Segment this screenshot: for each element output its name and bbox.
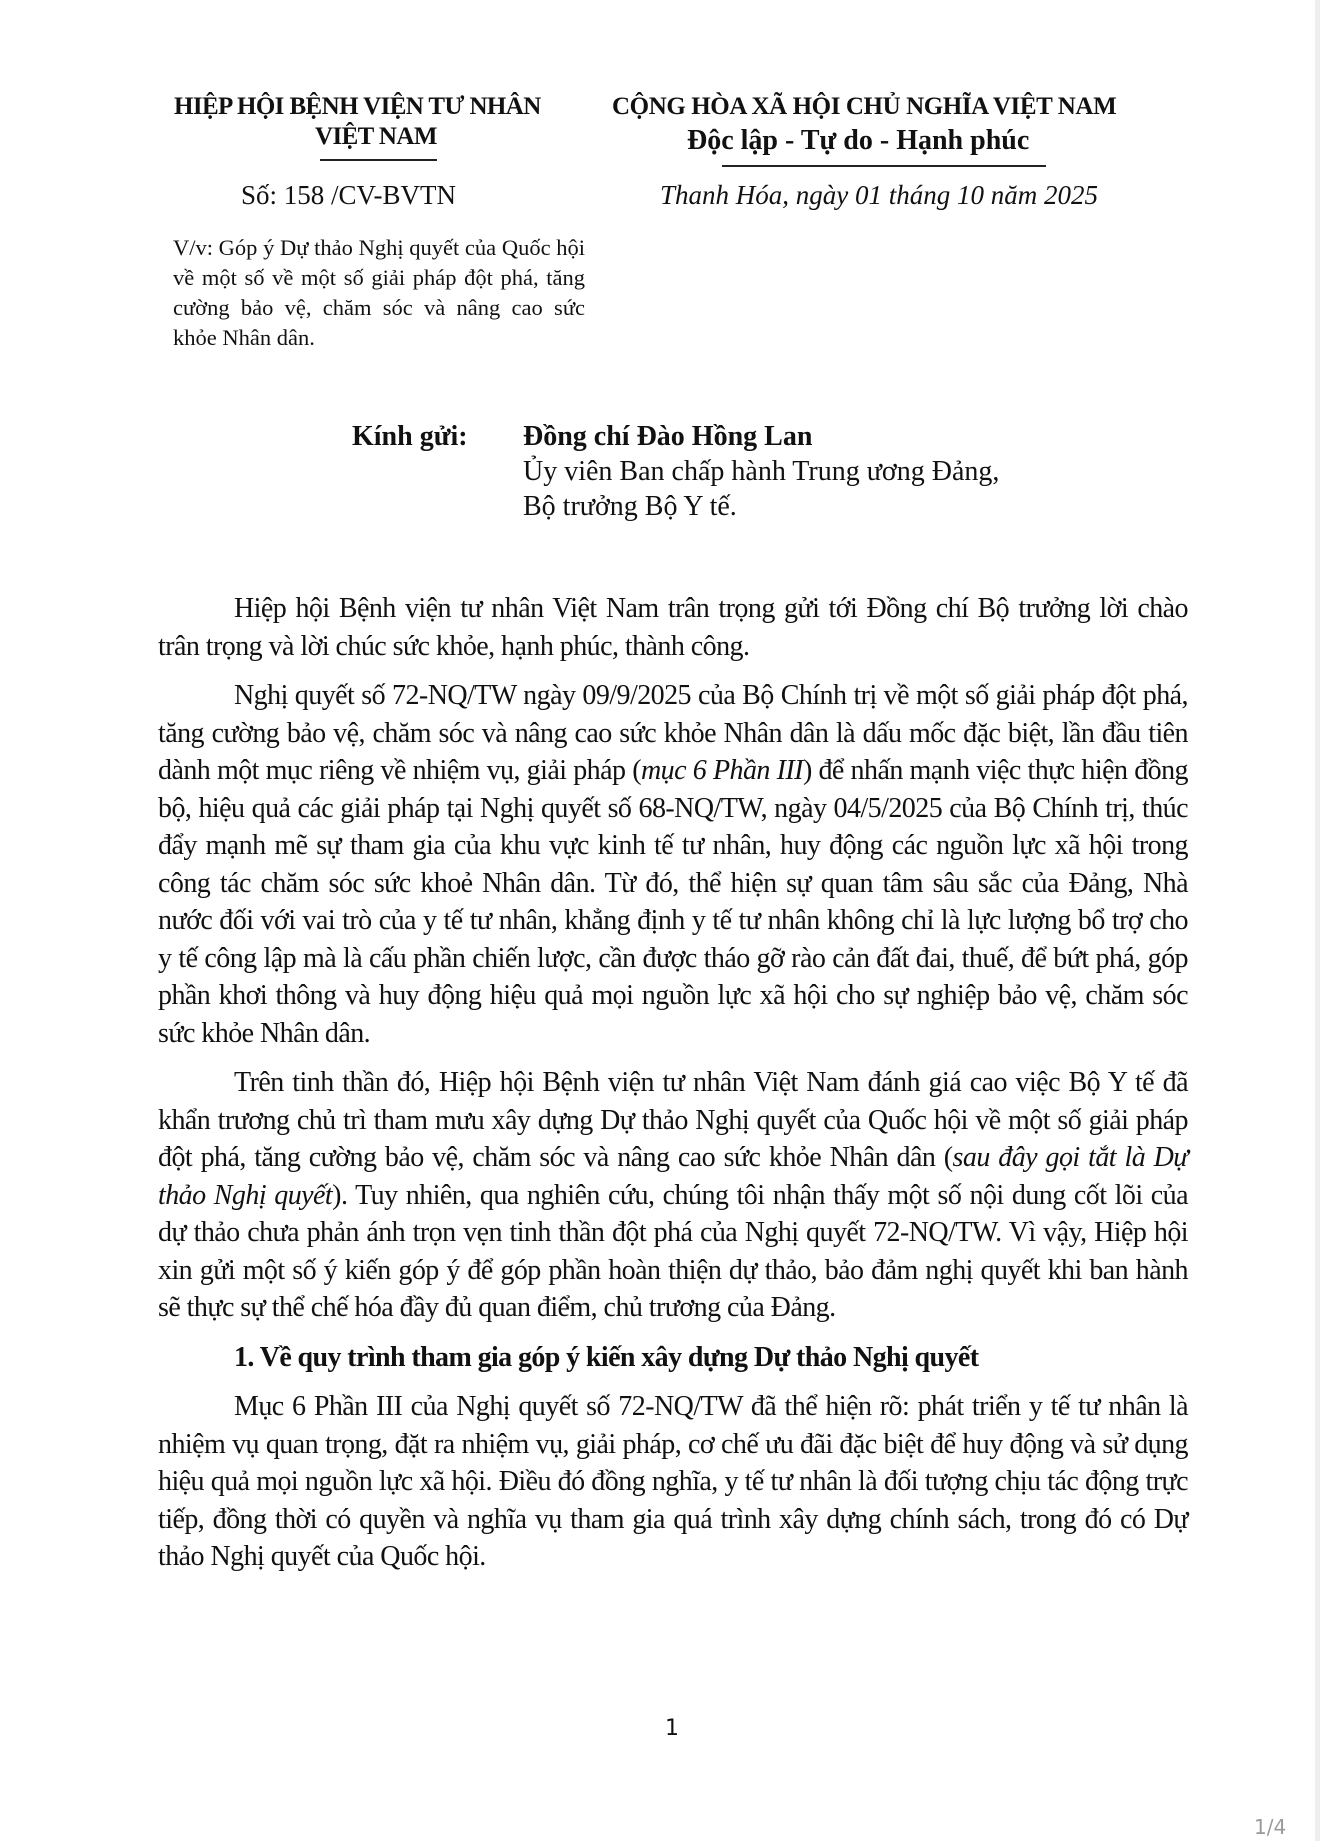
page-number: 1 <box>665 1716 679 1741</box>
paragraph-2-italic: mục 6 Phần III <box>640 755 803 786</box>
body-paragraph-3 <box>158 1064 1188 1327</box>
document-number: Số: 158 /CV-BVTN <box>241 180 457 210</box>
paragraph-3-text-b: ). Tuy nhiên, qua nghiên cứu, chúng tôi nhận thấy một số nội dung cốt lõi của dự thảo chưa phản ánh trọn vẹn tinh thần đột phá của Nghị quyết 72-NQ/TW. Vì vậy, Hiệp hội xin gửi một số ý kiến góp ý để góp phần hoàn thiện dự thảo, bảo đảm nghị quyết khi ban hành sẽ thực sự thể chế hóa đầy đủ quan điểm, chủ trương của Đảng. <box>158 1179 1189 1323</box>
paragraph-3-italic: sau đây gọi tắt là Dự thảo Nghị quyết <box>158 1142 1188 1211</box>
body-paragraph-1: Hiệp hội Bệnh viện tư nhân Việt Nam trân trọng gửi tới Đồng chí Bộ trưởng lời chào trân trọng và lời chúc sức khỏe, hạnh phúc, thành công. <box>158 593 1188 662</box>
org-name-line1: HIỆP HỘI BỆNH VIỆN TƯ NHÂN <box>174 93 541 120</box>
org-name-line2: VIỆT NAM <box>315 123 437 150</box>
document-subject: V/v: Góp ý Dự thảo Nghị quyết của Quốc hội về một số về một số giải pháp đột phá, tăng cường bảo vệ, chăm sóc và nâng cao sức khỏe Nhân dân. <box>173 235 585 350</box>
section-1-heading: 1. Về quy trình tham gia góp ý kiến xây dựng Dự thảo Nghị quyết <box>234 1341 979 1373</box>
viewer-page-counter: 1/4 <box>1254 1815 1287 1839</box>
country-title: CỘNG HÒA XÃ HỘI CHỦ NGHĨA VIỆT NAM <box>612 93 1117 120</box>
place-date: Thanh Hóa, ngày 01 tháng 10 năm 2025 <box>660 180 1098 210</box>
vertical-scrollbar[interactable] <box>1315 0 1320 1841</box>
paragraph-2-text-a: Nghị quyết số 72-NQ/TW ngày 09/9/2025 của Bộ Chính trị về một số giải pháp đột phá, tăng cường bảo vệ, chăm sóc và nâng cao sức khỏe Nhân dân là dấu mốc đặc biệt, lần đầu tiên dành một mục riêng về nhiệm vụ, giải pháp ( <box>158 680 1188 786</box>
letter-body <box>158 590 1188 1576</box>
paragraph-3-text-a: Trên tinh thần đó, Hiệp hội Bệnh viện tư nhân Việt Nam đánh giá cao việc Bộ Y tế đã khẩn trương chủ trì tham mưu xây dựng Dự thảo Nghị quyết của Quốc hội về một số giải pháp đột phá, tăng cường bảo vệ, chăm sóc và nâng cao sức khỏe Nhân dân ( <box>158 1067 1188 1173</box>
recipient-name: Đồng chí Đào Hồng Lan <box>523 421 813 452</box>
national-motto: Độc lập - Tự do - Hạnh phúc <box>687 125 1030 156</box>
recipient-title-line2: Bộ trưởng Bộ Y tế. <box>523 491 737 522</box>
recipient-label: Kính gửi: <box>352 421 468 452</box>
org-name-underline <box>320 159 437 161</box>
body-paragraph-4: Mục 6 Phần III của Nghị quyết số 72-NQ/TW đã thể hiện rõ: phát triển y tế tư nhân là nhiệm vụ quan trọng, đặt ra nhiệm vụ, giải pháp, cơ chế ưu đãi đặc biệt để huy động và sử dụng hiệu quả mọi nguồn lực xã hội. Điều đó đồng nghĩa, y tế tư nhân là đối tượng chịu tác động trực tiếp, đồng thời có quyền và nghĩa vụ tham gia quá trình xây dựng chính sách, trong đó có Dự thảo Nghị quyết của Quốc hội. <box>158 1391 1188 1572</box>
recipient-title-line1: Ủy viên Ban chấp hành Trung ương Đảng, <box>523 456 1000 487</box>
body-paragraph-2 <box>158 677 1188 1052</box>
paragraph-2-text-b: ) để nhấn mạnh việc thực hiện đồng bộ, hiệu quả các giải pháp tại Nghị quyết số 68-NQ/TW, ngày 04/5/2025 của Bộ Chính trị, thúc đẩy mạnh mẽ sự tham gia của khu vực kinh tế tư nhân, huy động các nguồn lực xã hội trong công tác chăm sóc sức khoẻ Nhân dân. Từ đó, thể hiện sự quan tâm sâu sắc của Đảng, Nhà nước đối với vai trò của y tế tư nhân, khẳng định y tế tư nhân không chỉ là lực lượng bổ trợ cho y tế công lập mà là cấu phần chiến lược, cần được tháo gỡ rào cản đất đai, thuế, để bứt phá, góp phần khơi thông và huy động hiệu quả mọi nguồn lực xã hội cho sự nghiệp bảo vệ, chăm sóc sức khỏe Nhân dân. <box>158 755 1188 1049</box>
motto-underline <box>722 165 1046 167</box>
